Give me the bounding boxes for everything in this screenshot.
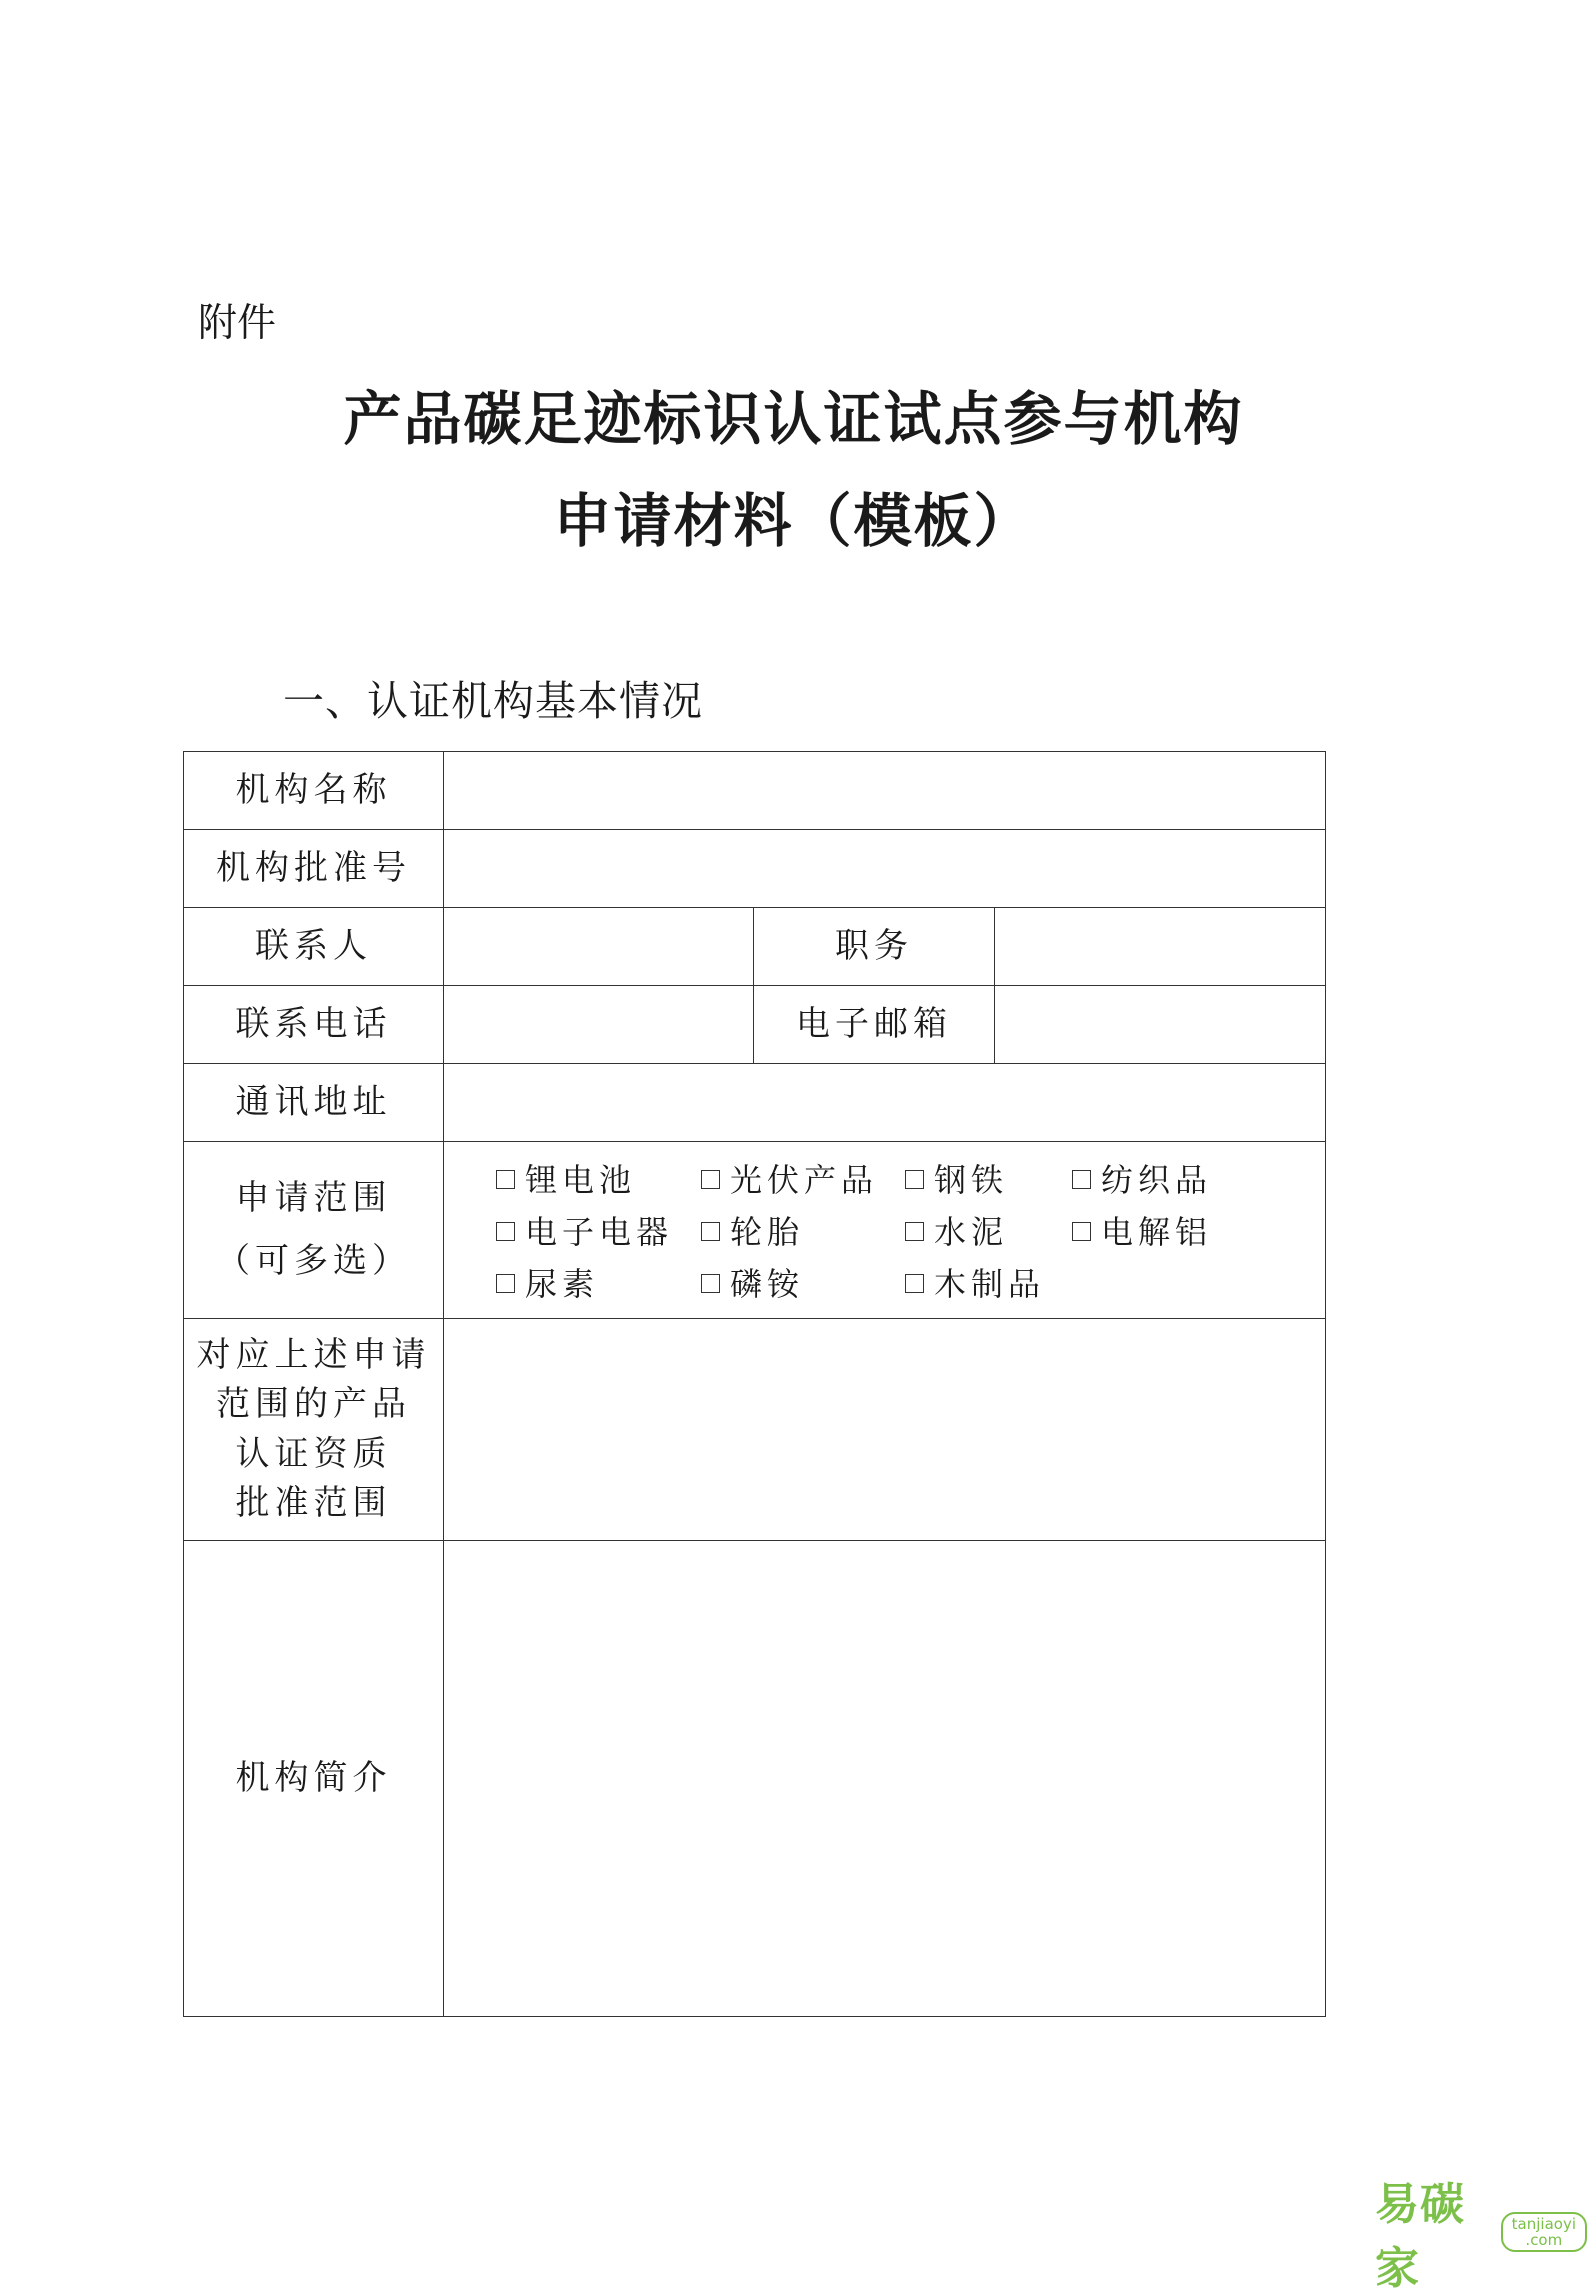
approval-number-label: 机构批准号	[184, 830, 444, 908]
scope-label-line-1: 申请范围	[235, 1177, 392, 1218]
qualification-label-line-2: 范围的产品	[216, 1384, 411, 1425]
org-intro-label: 机构简介	[184, 1541, 444, 2017]
scope-option-lithium-battery[interactable]: 锂电池	[496, 1155, 701, 1201]
contact-person-field[interactable]	[444, 908, 754, 986]
scope-option-cement[interactable]: 水泥	[905, 1207, 1072, 1253]
org-name-label: 机构名称	[184, 752, 444, 830]
qualification-label-line-1: 对应上述申请	[196, 1334, 431, 1375]
watermark-tag-line-2: .com	[1525, 2231, 1563, 2249]
approval-number-field[interactable]	[444, 830, 1326, 908]
org-name-field[interactable]	[444, 752, 1326, 830]
checkbox[interactable]	[905, 1222, 924, 1241]
scope-options-cell	[444, 1142, 1326, 1319]
checkbox[interactable]	[905, 1170, 924, 1189]
watermark-tag-line-1: tanjiaoyi	[1511, 2215, 1576, 2233]
qualification-label	[184, 1319, 444, 1541]
row-scope	[184, 1142, 1326, 1319]
checkbox[interactable]	[701, 1274, 720, 1293]
row-address	[184, 1064, 1326, 1142]
scope-label-line-2: （可多选）	[216, 1241, 411, 1281]
scope-option-ammonium-phosphate[interactable]: 磷铵	[701, 1259, 905, 1305]
section-heading: 一、认证机构基本情况	[283, 677, 703, 725]
position-label: 职务	[754, 908, 995, 986]
phone-label: 联系电话	[184, 986, 444, 1064]
scope-option-urea[interactable]: 尿素	[496, 1259, 701, 1305]
position-field[interactable]	[995, 908, 1326, 986]
scope-option-wood-product[interactable]: 木制品	[905, 1259, 1072, 1305]
phone-field[interactable]	[444, 986, 754, 1064]
application-form-table	[183, 751, 1326, 2017]
qualification-field[interactable]	[444, 1319, 1326, 1541]
scope-option-tire[interactable]: 轮胎	[701, 1207, 905, 1253]
checkbox[interactable]	[496, 1170, 515, 1189]
checkbox[interactable]	[1072, 1222, 1091, 1241]
row-org-name	[184, 752, 1326, 830]
checkbox[interactable]	[496, 1274, 515, 1293]
email-field[interactable]	[995, 986, 1326, 1064]
checkbox[interactable]	[496, 1222, 515, 1241]
row-qualification	[184, 1319, 1326, 1541]
checkbox[interactable]	[701, 1222, 720, 1241]
scope-option-textile[interactable]: 纺织品	[1072, 1155, 1232, 1201]
scope-options	[496, 1155, 1325, 1305]
row-contact	[184, 908, 1326, 986]
scope-label	[184, 1142, 444, 1319]
address-field[interactable]	[444, 1064, 1326, 1142]
checkbox[interactable]	[1072, 1170, 1091, 1189]
qualification-label-line-4: 批准范围	[235, 1482, 392, 1523]
scope-option-electrolytic-aluminum[interactable]: 电解铝	[1072, 1207, 1232, 1253]
row-phone	[184, 986, 1326, 1064]
document-title-line-2: 申请材料（模板）	[553, 487, 1034, 555]
watermark-tag	[1501, 2212, 1587, 2252]
email-label: 电子邮箱	[754, 986, 995, 1064]
address-label: 通讯地址	[184, 1064, 444, 1142]
org-intro-field[interactable]	[444, 1541, 1326, 2017]
scope-option-steel[interactable]: 钢铁	[905, 1155, 1072, 1201]
scope-option-pv-product[interactable]: 光伏产品	[701, 1155, 905, 1201]
scope-option-electronics[interactable]: 电子电器	[496, 1207, 701, 1253]
watermark	[1375, 2168, 1587, 2296]
attachment-label: 附件	[198, 301, 277, 346]
row-approval-no	[184, 830, 1326, 908]
row-intro	[184, 1541, 1326, 2017]
qualification-label-line-3: 认证资质	[235, 1433, 392, 1474]
contact-person-label: 联系人	[184, 908, 444, 986]
checkbox[interactable]	[701, 1170, 720, 1189]
watermark-logo: 易碳家	[1375, 2179, 1465, 2294]
document-title-line-1: 产品碳足迹标识认证试点参与机构	[343, 385, 1244, 453]
checkbox[interactable]	[905, 1274, 924, 1293]
